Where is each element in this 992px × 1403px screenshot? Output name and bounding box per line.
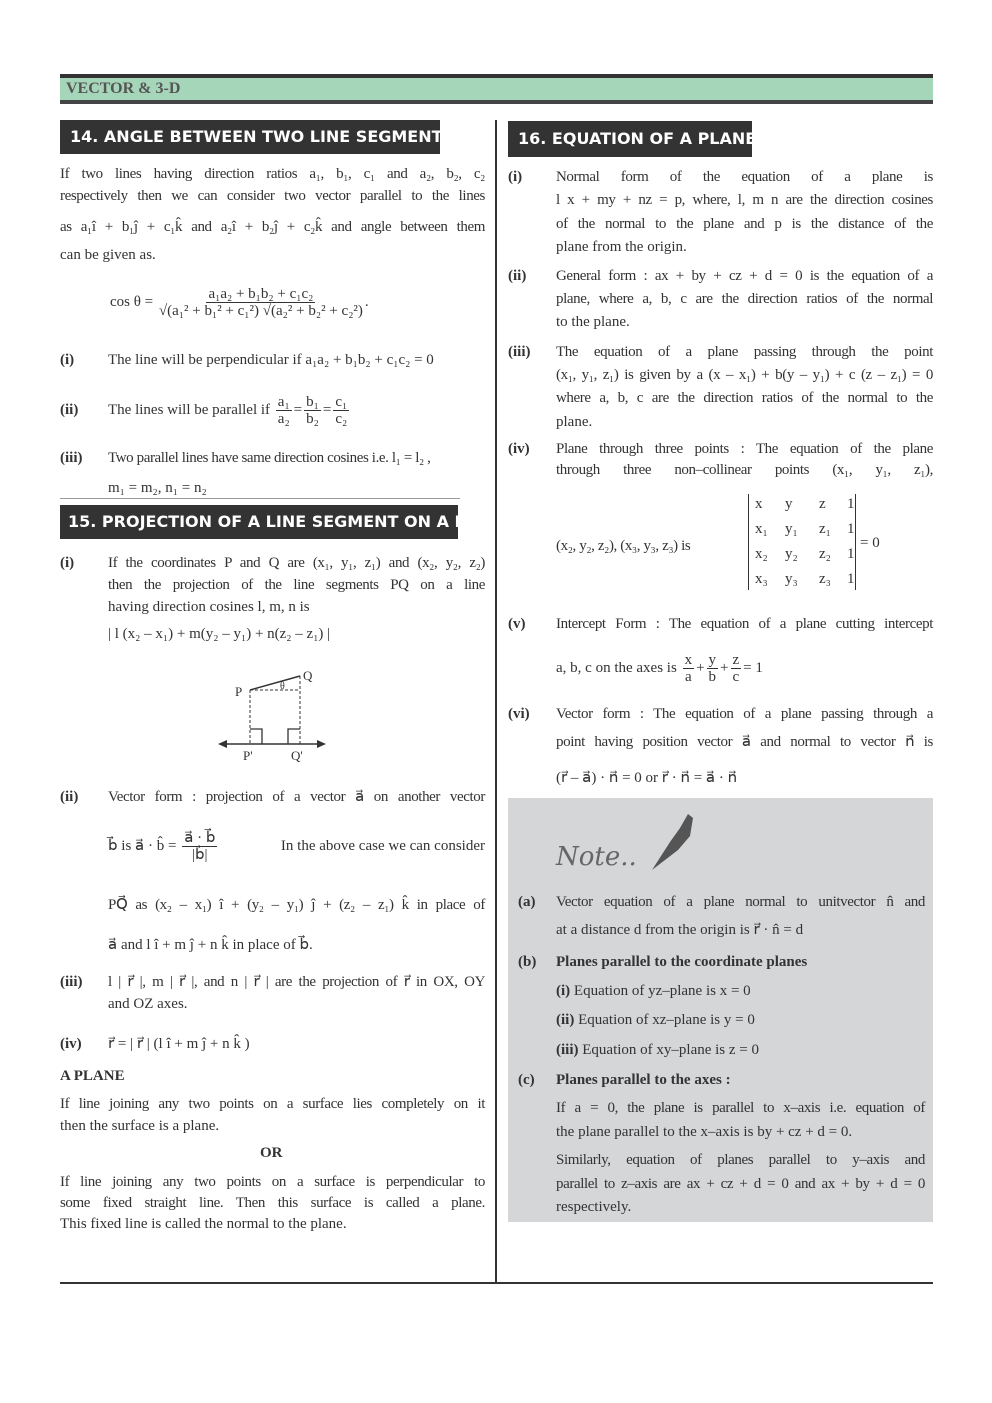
determinant-cell: z₃ (819, 571, 831, 587)
pen-icon (640, 812, 695, 874)
item-label: (a) (518, 894, 536, 910)
det-prefix: (x₂, y₂, z₂), (x₃, y₃, z₃) is (556, 538, 691, 554)
note-text: Vector equation of a plane normal to unitvector n̂ and (556, 894, 925, 910)
divider (60, 498, 460, 499)
note-subtitle: Planes parallel to the axes : (556, 1072, 731, 1088)
formula-numerator: a₁a₂ + b₁b₂ + c₁c₂ (208, 286, 314, 302)
determinant-cell: y₃ (785, 571, 798, 587)
determinant-cell: x₁ (755, 521, 768, 537)
s14-intro-line: as a₁î + b₁ĵ + c₁k̂ and a₂î + b₂ĵ + c₂k̂ and angle between them (60, 219, 485, 235)
projection-figure (215, 662, 330, 767)
plane-text: then the surface is a plane. (60, 1118, 220, 1134)
column-divider (495, 120, 497, 1283)
intercept-formula: a, b, c on the axes is $\frac{x}{a}$ + $\frac{y}{b}$ + $\frac{z}{c}$ = 1 (556, 652, 763, 686)
frac-num: b₁ (306, 394, 319, 411)
item-label: (ii) (508, 268, 527, 284)
s15-text: a⃗ and l î + m ĵ + n k̂ in place of b⃗. (108, 937, 313, 953)
det-equals: = 0 (860, 535, 880, 551)
note-text: the plane parallel to the x–axis is by + cz + d = 0. (556, 1124, 853, 1140)
determinant-cell: z (819, 496, 826, 512)
s15-text: r⃗ = | r⃗ | (l î + m ĵ + n k̂ ) (108, 1036, 250, 1052)
s14-item-text: Two parallel lines have same direction cosines i.e. l₁ = l₂ , (108, 450, 431, 466)
item-label: (ii) (60, 789, 79, 805)
s16-text: plane. (556, 414, 593, 430)
determinant-cell: z₂ (819, 546, 831, 562)
s15-text: l | r⃗ |, m | r⃗ |, and n | r⃗ | are the projection of r⃗ in OX, OY (108, 974, 485, 990)
s16-text: l x + my + nz = p, where, l, m n are the direction cosines (556, 192, 933, 208)
determinant-cell: y₁ (785, 521, 798, 537)
item-label: (vi) (508, 706, 530, 722)
s16-text: through three non–collinear points (x₁, y₁, z₁), (556, 462, 933, 478)
frac-den: a₂ (277, 411, 290, 428)
s16-text: plane, where a, b, c are the direction ratios of the normal (556, 291, 933, 307)
s16-text: Vector form : The equation of a plane passing through a (556, 706, 933, 722)
item-label: (iii) (60, 450, 83, 466)
s14-item-text: The lines will be parallel if (108, 402, 271, 418)
s16-text: The equation of a plane passing through the point (556, 344, 933, 360)
note-sub (556, 1040, 759, 1060)
note-sub (556, 981, 751, 1001)
s14-intro-line: can be given as. (60, 247, 156, 263)
intercept-eq: = 1 (743, 660, 763, 676)
item-label: (i) (508, 169, 523, 185)
s15-text: and OZ axes. (108, 996, 188, 1012)
note-logo: Note.. (556, 842, 637, 872)
frac-num: c₁ (335, 394, 348, 411)
item-label: (c) (518, 1072, 535, 1088)
theta-label: θ (280, 681, 285, 692)
note-text: parallel to z–axis are ax + cz + d = 0 and ax + by + d = 0 (556, 1176, 925, 1192)
item-label: (ii) (60, 402, 79, 418)
determinant-cell: x₂ (755, 546, 768, 562)
note-text: respectively. (556, 1199, 632, 1215)
s16-text: plane from the origin. (556, 239, 687, 255)
note-text: If a = 0, the plane is parallel to x–axis i.e. equation of (556, 1100, 925, 1116)
section-15-heading: 15. PROJECTION OF A LINE SEGMENT ON A LINE (60, 505, 458, 539)
frac-den: b (708, 669, 717, 686)
s15-text: In the above case we can consider (280, 838, 485, 854)
frac-num: a⃗ · b⃗ (184, 830, 216, 847)
plane-text: This fixed line is called the normal to the plane. (60, 1216, 347, 1232)
s16-text: where a, b, c are the direction ratios of the normal to the (556, 390, 933, 406)
s16-text: (r⃗ – a⃗) · n⃗ = 0 or r⃗ · n⃗ = a⃗ · n⃗ (556, 770, 738, 786)
sub-label: (ii) (556, 1012, 575, 1028)
s16-text: to the plane. (556, 314, 630, 330)
s15-text: If the coordinates P and Q are (x₁, y₁, z₁) and (x₂, y₂, z₂) (108, 555, 485, 571)
s16-text: point having position vector a⃗ and normal to vector n⃗ is (556, 734, 933, 750)
item-label: (v) (508, 616, 526, 632)
s16-text: of the normal to the plane and p is the distance of the (556, 216, 933, 232)
determinant (748, 494, 856, 590)
header-bar (60, 78, 933, 100)
point-q-prime-label: Q' (291, 748, 303, 763)
header-bottom-rule (60, 100, 933, 104)
frac-den: a (684, 669, 692, 686)
s15-text: Vector form : projection of a vector a⃗ on another vector (108, 789, 485, 805)
point-p-label: P (235, 684, 243, 699)
s15-text: PQ⃗ as (x₂ – x₁) î + (y₂ – y₁) ĵ + (z₂ – z₁) k̂ in place of (108, 897, 485, 913)
determinant-cell: 1 (847, 521, 855, 537)
s16-text: (x₁, y₁, z₁) is given by a (x – x₁) + b(y – y₁) + c (z – z₁) = 0 (556, 367, 933, 383)
section-14-heading: 14. ANGLE BETWEEN TWO LINE SEGMENTS (60, 120, 440, 154)
point-q-label: Q (303, 668, 313, 683)
frac-num: z (732, 652, 740, 669)
item-label: (i) (60, 352, 75, 368)
s14-item-text: m₁ = m₂, n₁ = n₂ (108, 480, 207, 496)
note-text: Equation of xz–plane is y = 0 (578, 1012, 755, 1028)
frac-den: c₂ (335, 411, 348, 428)
s16-text: Intercept Form : The equation of a plane cutting intercept (556, 616, 933, 632)
frac-num: a₁ (277, 394, 290, 411)
formula-denominator: √(a₁² + b₁² + c₁²) √(a₂² + b₂² + c₂²) (158, 303, 363, 319)
determinant-cell: y₂ (785, 546, 798, 562)
s15-text: then the projection of the line segments PQ on a line (108, 577, 485, 593)
determinant-cell: y (785, 496, 793, 512)
formula-end: . (364, 293, 369, 310)
item-label: (iii) (60, 974, 83, 990)
note-text: Equation of yz–plane is x = 0 (573, 983, 751, 999)
header-title: VECTOR & 3-D (66, 80, 181, 97)
note-sub (556, 1010, 755, 1030)
s15-text: | l (x₂ – x₁) + m(y₂ – y₁) + n(z₂ – z₁) | (108, 626, 331, 642)
s15-text (108, 828, 485, 864)
determinant-cell: z₁ (819, 521, 831, 537)
s14-intro-line: respectively then we can consider two vector parallel to the lines (60, 188, 485, 204)
frac-den: |b⃗| (192, 847, 208, 864)
determinant-cell: 1 (847, 496, 855, 512)
determinant-cell: x (755, 496, 763, 512)
determinant-cell: x₃ (755, 571, 768, 587)
plane-text: If line joining any two points on a surface lies completely on it (60, 1096, 485, 1112)
item-label: (b) (518, 954, 537, 970)
s15-text: b⃗ is a⃗ · b̂ = (108, 838, 177, 854)
s16-text: General form : ax + by + cz + d = 0 is the equation of a (556, 268, 933, 284)
section-16-heading: 16. EQUATION OF A PLANE (508, 121, 752, 157)
or-text: OR (260, 1145, 283, 1161)
frac-num: x (684, 652, 693, 669)
s16-text: Normal form of the equation of a plane is (556, 169, 933, 185)
frac-den: b₂ (306, 411, 319, 428)
s15-text: having direction cosines l, m, n is (108, 599, 310, 615)
sub-label: (i) (556, 983, 571, 999)
item-label: (iv) (508, 441, 530, 457)
sub-label: (iii) (556, 1042, 579, 1058)
note-text: Equation of xy–plane is z = 0 (582, 1042, 760, 1058)
frac-den: c (732, 669, 740, 686)
note-subtitle: Planes parallel to the coordinate planes (556, 954, 808, 970)
determinant-cell: 1 (847, 546, 855, 562)
s14-intro-line: If two lines having direction ratios a₁, b₁, c₁ and a₂, b₂, c₂ (60, 166, 485, 182)
item-label: (iv) (60, 1036, 82, 1052)
determinant-cell: 1 (847, 571, 855, 587)
item-label: (iii) (508, 344, 531, 360)
formula-lhs: cos θ = (110, 293, 154, 310)
s16-text: a, b, c on the axes is (556, 660, 677, 676)
s14-item-text: The line will be perpendicular if a₁a₂ + b₁b₂ + c₁c₂ = 0 (108, 352, 434, 368)
a-plane-heading: A PLANE (60, 1068, 125, 1084)
s16-text: Plane through three points : The equation of the plane (556, 441, 933, 457)
point-p-prime-label: P' (243, 748, 253, 763)
note-text: Similarly, equation of planes parallel to y–axis and (556, 1152, 925, 1168)
item-label: (i) (60, 555, 75, 571)
plane-text: If line joining any two points on a surface is perpendicular to (60, 1174, 485, 1190)
frac-num: y (708, 652, 717, 669)
plane-text: some fixed straight line. Then this surface is called a plane. (60, 1195, 485, 1211)
s14-item-parallel: The lines will be parallel if $\frac{\text{a₁}}{\text{a₂}}$ = $\frac{\text{b₁}}{\text{b₂}}$ = $\frac{\text{c₁}}{\text{c₂}}$ (108, 394, 348, 428)
bottom-rule (60, 1282, 933, 1284)
note-text: at a distance d from the origin is r⃗ · n̂ = d (556, 922, 804, 938)
cos-theta-formula (110, 286, 369, 319)
